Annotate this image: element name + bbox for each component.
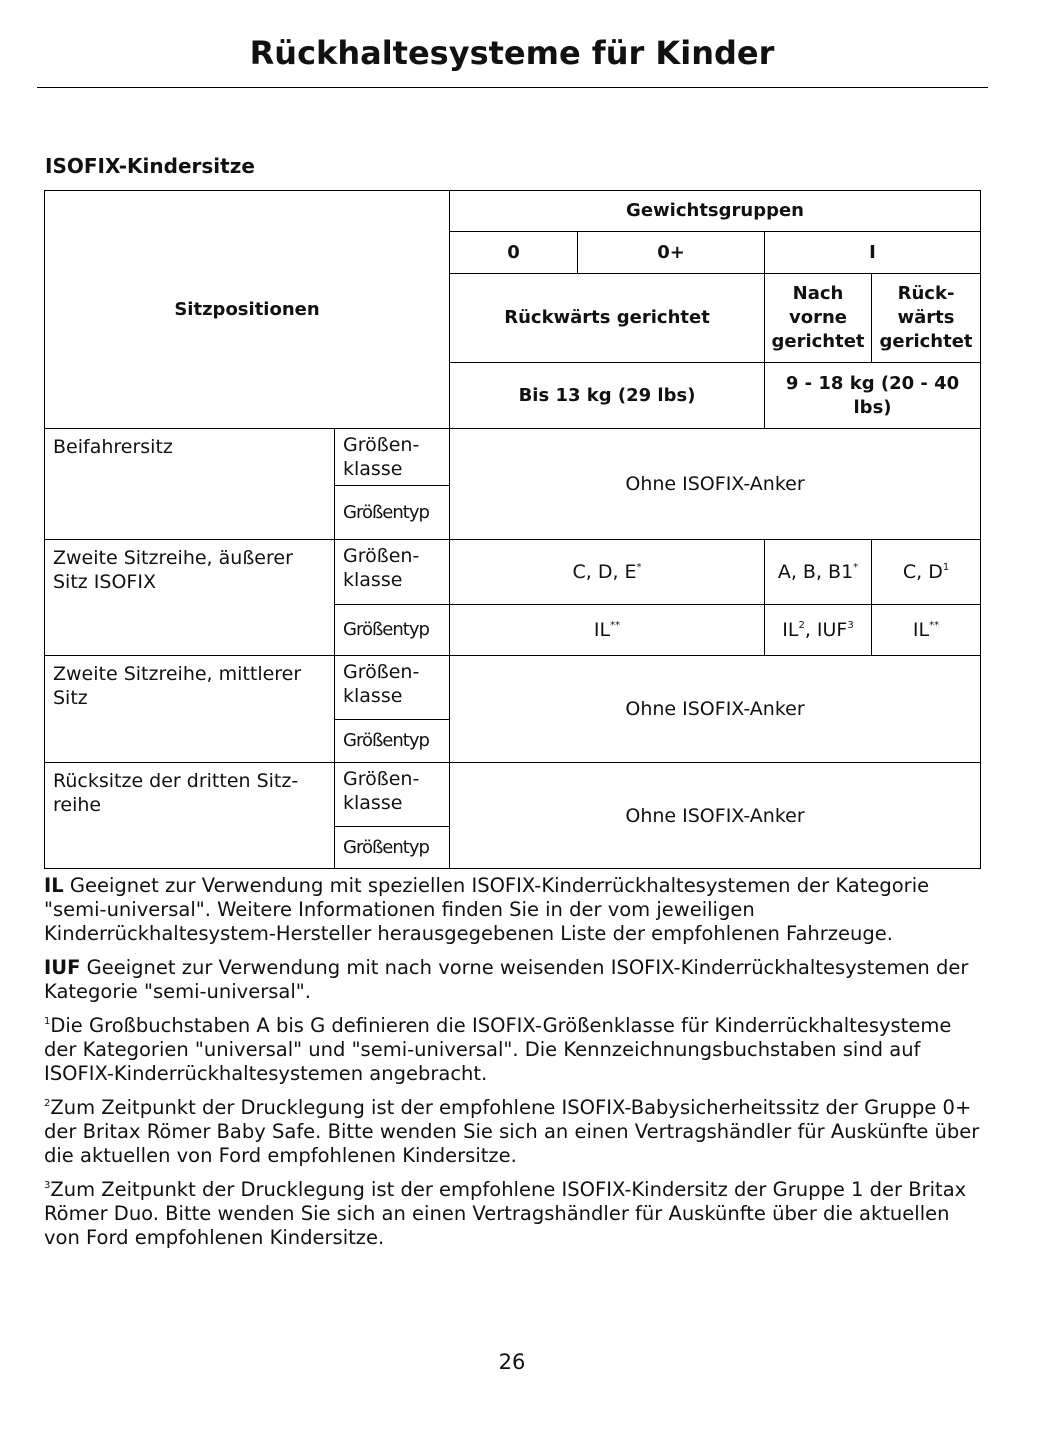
note-iuf: IUF Geeignet zur Verwendung mit nach vorne weisenden ISOFIX-Kinderrückhaltesystemen der Kategorie "semi-universal". [44, 956, 969, 1003]
seat-position: Zweite Sitzreihe, äußerer Sitz ISOFIX [45, 540, 335, 656]
footnote-2: $^2$Zum Zeitpunkt der Drucklegung ist der empfohlene ISOFIX-Babysicherheitssitz der Gruppe 0+ der Britax Römer Baby Safe. Bitte wenden Sie sich an einen Vertragshändler für Auskünfte über die aktuellen von Ford empfohlenen Kindersitze. [44, 1096, 980, 1167]
page-title: Rückhaltesysteme für Kinder [249, 34, 775, 72]
isofix-table [44, 190, 981, 869]
group-0plus: 0+ [578, 232, 765, 274]
size-class-value: C, D, E* [450, 540, 765, 605]
seat-position: Beifahrersitz [45, 429, 335, 540]
size-class-label: Größen-klasse [335, 656, 450, 720]
size-type-value: IL** [450, 605, 765, 656]
size-class-value: C, $D^1$ [872, 540, 981, 605]
page-number: 26 [498, 1350, 526, 1374]
title-divider [37, 87, 988, 88]
header-bis-13kg: Bis 13 kg (29 lbs) [450, 363, 765, 429]
header-nach-vorne: Nach vorne gerichtet [765, 274, 872, 363]
size-type-label: Größentyp [335, 827, 450, 869]
seat-position: Zweite Sitzreihe, mittlerer Sitz [45, 656, 335, 763]
header-9-18kg: 9 - 18 kg (20 - 40 lbs) [765, 363, 981, 429]
size-type-value: $IL^2$, IUF$^3$ [765, 605, 872, 656]
size-class-label: Größen-klasse [335, 540, 450, 605]
no-isofix-anchor: Ohne ISOFIX-Anker [450, 429, 981, 540]
size-type-label: Größentyp [335, 720, 450, 763]
header-rueck-waerts: Rück-wärts gerichtet [872, 274, 981, 363]
no-isofix-anchor: Ohne ISOFIX-Anker [450, 763, 981, 869]
size-class-value: A, B, B1* [765, 540, 872, 605]
size-type-value: IL** [872, 605, 981, 656]
note-il: IL Geeignet zur Verwendung mit speziellen ISOFIX-Kinderrückhaltesystemen der Kategorie "semi-universal". Weitere Informationen finden Sie in der vom jeweiligen Kinderrückhaltesystem-Hersteller herausgegebenen Liste der empfohlenen Fahrzeuge. [44, 874, 930, 945]
no-isofix-anchor: Ohne ISOFIX-Anker [450, 656, 981, 763]
footnote-1: $^1$Die Großbuchstaben A bis G definieren die ISOFIX-Größenklasse für Kinderrückhaltesysteme der Kategorien "universal" und "semi-universal". Die Kennzeichnungsbuchstaben sind auf ISOFIX-Kinderrückhaltesystemen angebracht. [44, 1014, 952, 1085]
group-1: I [765, 232, 981, 274]
size-class-label: Größen-klasse [335, 429, 450, 486]
seat-position: Rücksitze der dritten Sitz-reihe [45, 763, 335, 869]
size-type-label: Größentyp [335, 605, 450, 656]
footnotes [44, 874, 989, 1260]
section-title: ISOFIX-Kindersitze [45, 154, 255, 178]
size-type-label: Größentyp [335, 486, 450, 540]
group-0: 0 [450, 232, 578, 274]
header-rueckwaerts: Rückwärts gerichtet [450, 274, 765, 363]
header-sitzpositionen: Sitzpositionen [45, 191, 450, 429]
footnote-3: $^3$Zum Zeitpunkt der Drucklegung ist der empfohlene ISOFIX-Kindersitz der Gruppe 1 der Britax Römer Duo. Bitte wenden Sie sich an einen Vertragshändler für Auskünfte über die aktuellen von Ford empfohlenen Kindersitze. [44, 1178, 967, 1249]
header-gewichtsgruppen: Gewichtsgruppen [450, 191, 981, 232]
size-class-label: Größen-klasse [335, 763, 450, 827]
